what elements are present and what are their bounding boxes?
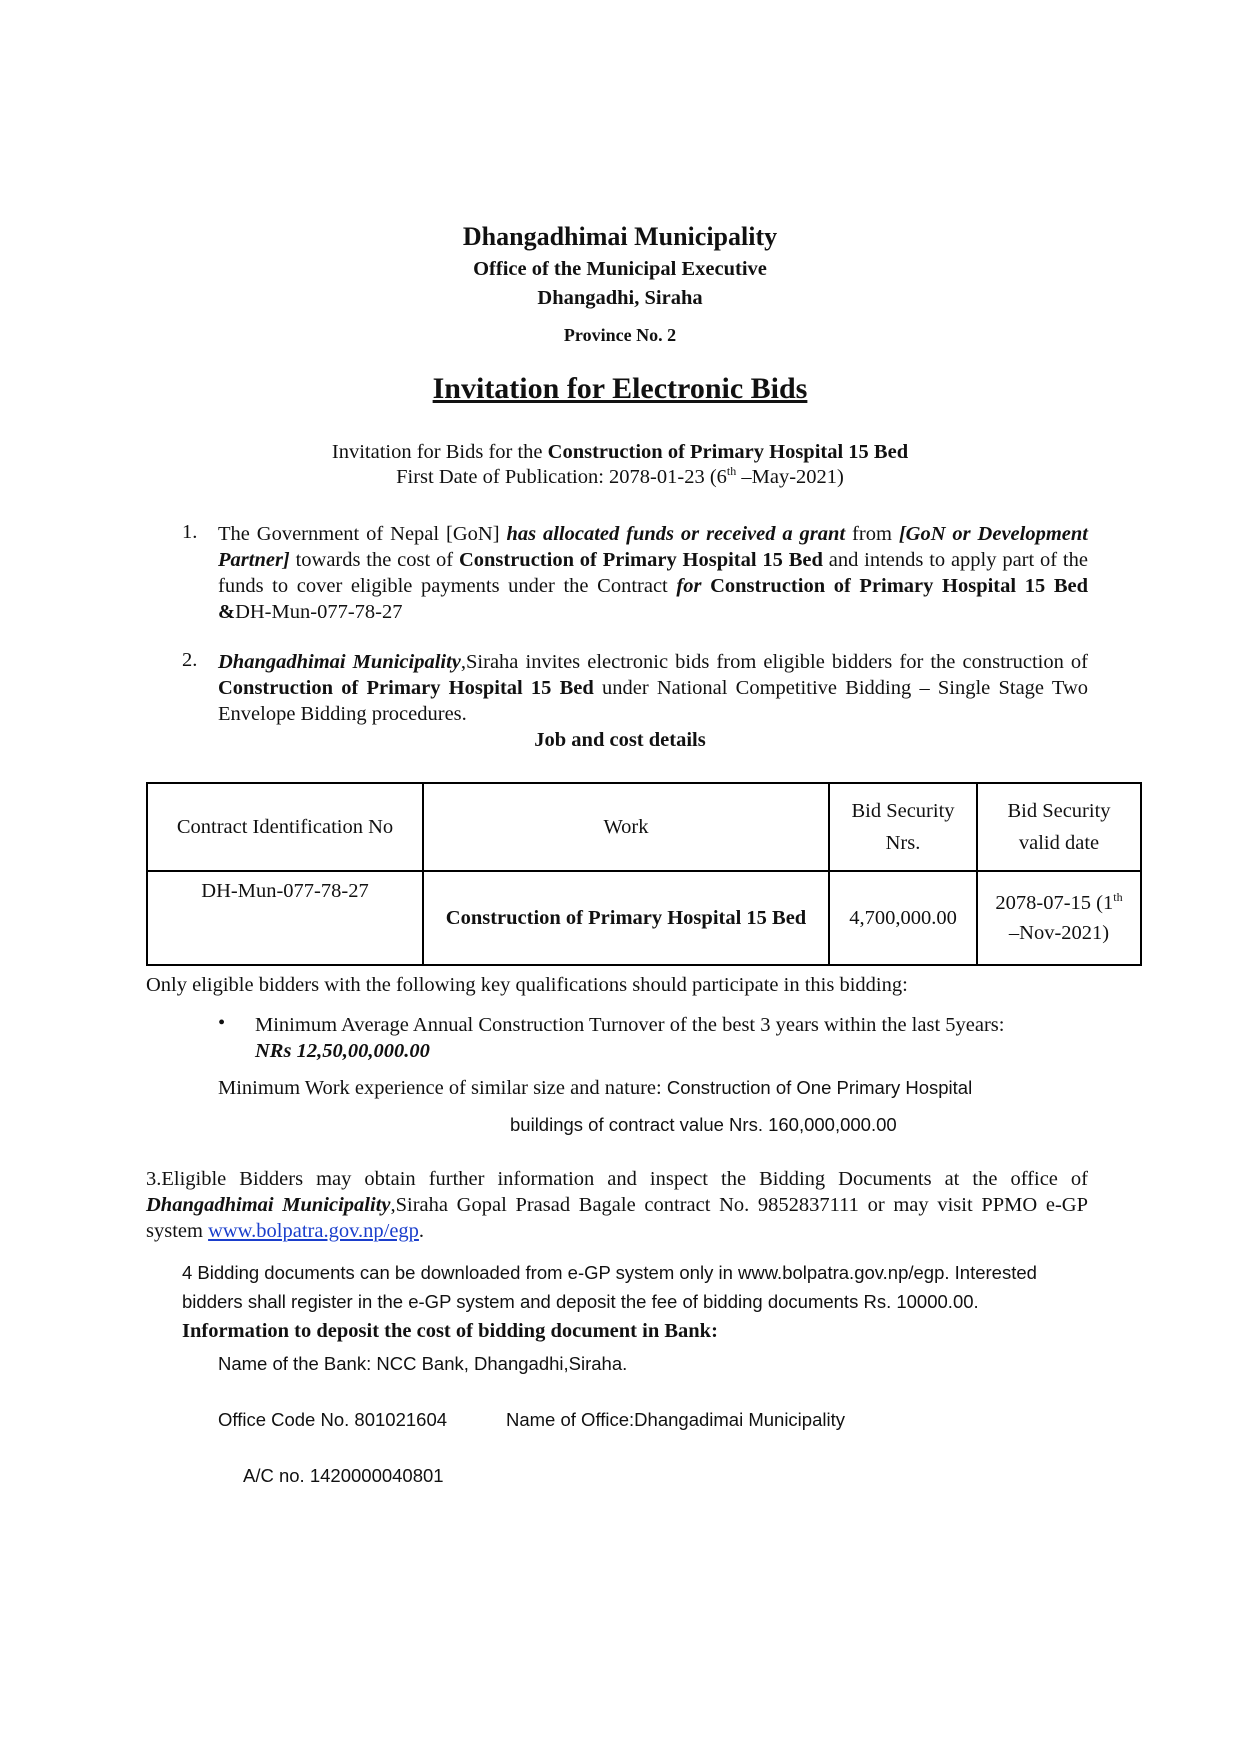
subtitle-project: Construction of Primary Hospital 15 Bed: [547, 441, 909, 463]
header-valid-date-line2: valid date: [1018, 832, 1100, 854]
header-valid-date: [977, 783, 1141, 871]
qualifications-intro: Only eligible bidders with the following key qualifications should participate in this bidding:: [146, 974, 908, 996]
job-cost-table: [146, 782, 1142, 966]
table-row: [147, 871, 1141, 965]
bank-name: Name of the Bank: NCC Bank, Dhangadhi,Siraha.: [218, 1353, 628, 1374]
experience-detail: Construction of One Primary Hospital: [666, 1077, 973, 1098]
para2-number: 2.: [182, 649, 198, 671]
para1-number: 1.: [182, 521, 198, 543]
para1-text: from: [845, 523, 899, 545]
header-contract-id: Contract Identification No: [147, 783, 423, 871]
header-work: Work: [423, 783, 829, 871]
para3-period: .: [418, 1220, 425, 1242]
row-valid-date: [977, 871, 1141, 965]
subtitle-line1: [0, 441, 1240, 464]
header-bid-security: [829, 783, 977, 871]
subtitle-text: Invitation for Bids for the: [331, 441, 548, 463]
office-name-bank: Name of Office:Dhangadimai Municipality: [506, 1409, 845, 1430]
bullet-icon: •: [218, 1012, 226, 1034]
row-valid-date-sup: th: [1113, 890, 1123, 905]
office-address: Dhangadhi, Siraha: [537, 287, 703, 309]
para3-text: 3.Eligible Bidders may obtain further information and inspect the Bidding Documents at the office of: [146, 1168, 1088, 1190]
page-title: Invitation for Electronic Bids: [432, 372, 808, 405]
para3-text: ,Siraha Gopal Prasad Bagale contract No. 9852837111 or may visit PPMO e-GP system: [146, 1194, 1088, 1242]
para2-text: ,Siraha invites electronic bids from eligible bidders for the construction of: [460, 651, 1088, 673]
para3: [146, 1166, 1088, 1244]
province: Province No. 2: [563, 325, 677, 345]
para1-emph: has allocated funds or received a grant: [506, 523, 846, 545]
row-valid-date-text: 2078-07-15 (1: [995, 892, 1114, 914]
row-work: Construction of Primary Hospital 15 Bed: [423, 871, 829, 965]
para1-text: [701, 575, 710, 597]
para1-project: Construction of Primary Hospital 15 Bed: [458, 549, 823, 571]
para1-text: and intends to apply part of the funds to cover eligible payments under the Contract: [218, 549, 1088, 597]
para4-text: 4 Bidding documents can be downloaded from e-GP system only in www.bolpatra.gov.np/egp. Interested bidders shall register in the e-GP system and deposit the fee of bidding documents Rs. 10000.00.: [182, 1262, 1037, 1312]
para2: [218, 649, 1088, 727]
egp-link[interactable]: www.bolpatra.gov.np/egp: [208, 1220, 419, 1242]
turnover-requirement: [255, 1012, 1088, 1064]
header-valid-date-line1: Bid Security: [1007, 800, 1111, 822]
org-name: Dhangadhimai Municipality: [462, 222, 778, 251]
experience-value: buildings of contract value Nrs. 160,000,000.00: [510, 1114, 897, 1135]
header-bid-security-line2: Nrs.: [885, 832, 921, 854]
account-number: A/C no. 1420000040801: [243, 1465, 444, 1486]
experience-text: Minimum Work experience of similar size and nature:: [218, 1077, 667, 1099]
header-bid-security-line1: Bid Security: [851, 800, 955, 822]
para1: [218, 521, 1088, 625]
experience-requirement: [218, 1077, 1088, 1100]
row-amount: 4,700,000.00: [829, 871, 977, 965]
office-code: Office Code No. 801021604: [218, 1409, 448, 1430]
publication-date-sup: th: [726, 464, 737, 479]
turnover-text: Minimum Average Annual Construction Turnover of the best 3 years within the last 5years:: [255, 1014, 1005, 1036]
para1-text: towards the cost of: [289, 549, 459, 571]
para4: [182, 1259, 1088, 1346]
para4-bank-info-heading: Information to deposit the cost of bidding document in Bank:: [182, 1320, 718, 1342]
para1-text: The Government of Nepal [GoN]: [218, 523, 507, 545]
para1-emph: for: [676, 575, 702, 597]
table-header-row: [147, 783, 1141, 871]
para1-project: Construction of Primary Hospital 15 Bed &: [218, 575, 1088, 623]
row-contract-id: DH-Mun-077-78-27: [147, 871, 423, 965]
row-valid-date-month: –Nov-2021): [1008, 922, 1110, 944]
table-caption: Job and cost details: [534, 729, 706, 751]
para3-org: Dhangadhimai Municipality: [146, 1194, 391, 1216]
para1-contract-id: DH-Mun-077-78-27: [235, 601, 403, 623]
publication-date-text: First Date of Publication: 2078-01-23 (6: [396, 466, 727, 488]
para2-project: Construction of Primary Hospital 15 Bed: [218, 677, 594, 699]
publication-date-month: –May-2021): [736, 466, 844, 488]
turnover-value: NRs 12,50,00,000.00: [255, 1040, 430, 1062]
para1-emph: [GoN or Development Partner]: [218, 523, 1088, 571]
para2-text: under National Competitive Bidding – Single Stage Two Envelope Bidding procedures.: [218, 677, 1088, 725]
publication-date: [0, 466, 1240, 489]
para2-org: Dhangadhimai Municipality: [218, 651, 461, 673]
office-name: Office of the Municipal Executive: [473, 258, 767, 280]
